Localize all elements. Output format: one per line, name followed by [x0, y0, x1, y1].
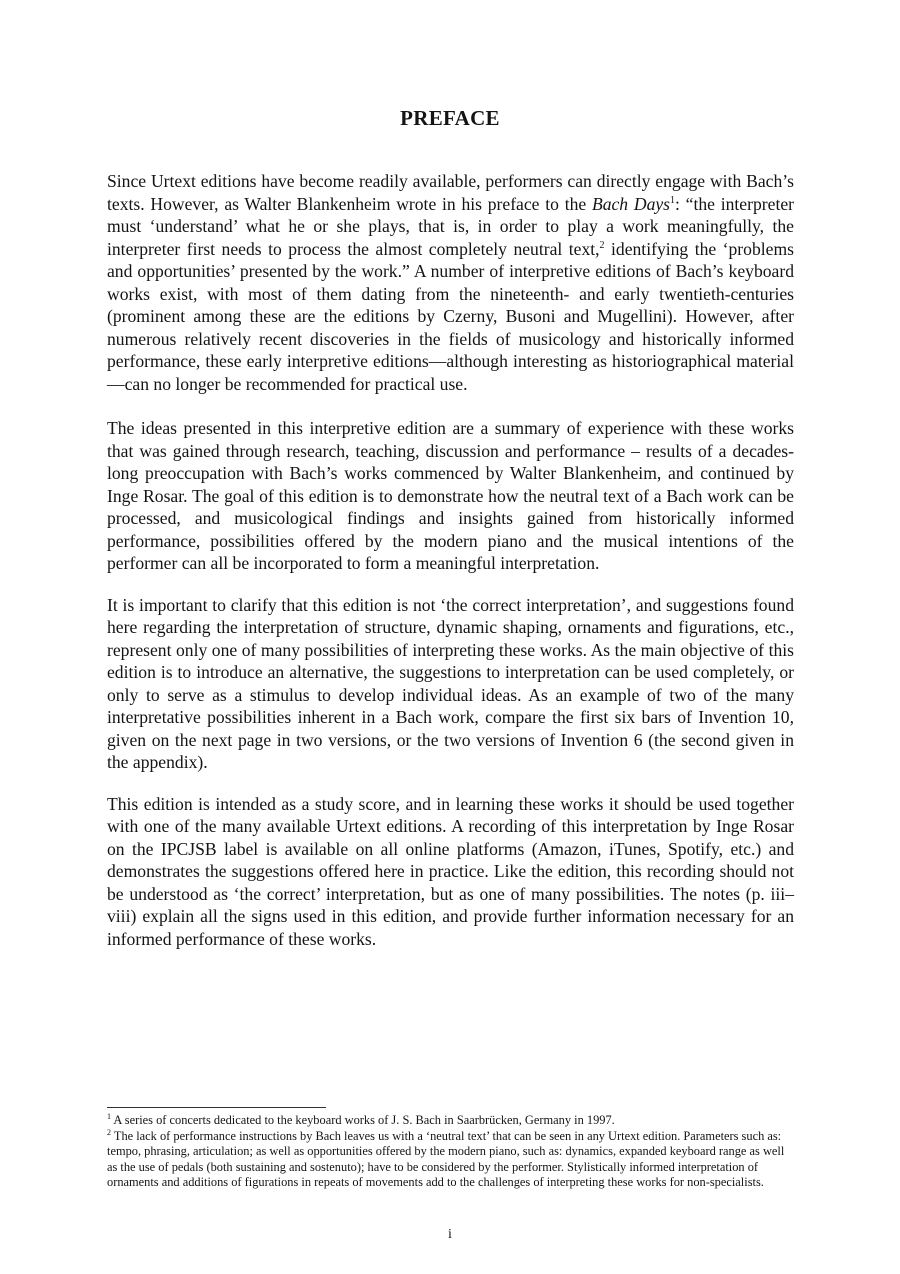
paragraph-1-part-b: : “the interpreter must ‘understand’ what he or she plays, that is, in order to play a work meaningfully, the interpreter first needs to process the almost completely neutral text, — [107, 193, 794, 259]
paragraph-1-part-c: identifying the ‘problems and opportunities’ presented by the work.” A number of interpretive editions of Bach’s keyboard works exist, with most of them dating from the nineteenth- and early twentieth-centuries (prominent among these are the editions by Czerny, Busoni and Mugellini). However, after numerous relatively recent discoveries in the fields of musicology and historically informed performance, these early interpretive editions—although interesting as historiographical material—can no longer be recommended for practical use. — [107, 238, 794, 394]
footnote-divider — [107, 1107, 326, 1108]
footnote-2 — [107, 1129, 794, 1191]
paragraph-3: It is important to clarify that this edition is not ‘the correct interpretation’, and suggestions found here regarding the interpretation of structure, dynamic shaping, ornaments and figurations, etc., represent only one of many possibilities of interpreting these works. As the main objective of this edition is to introduce an alternative, the suggestions to interpretation can be used completely, or only to serve as a stimulus to develop individual ideas. As an example of two of the many interpretative possibilities inherent in a Bach work, compare the first six bars of Invention 10, given on the next page in two versions, or the two versions of Invention 6 (the second given in the appendix). — [107, 594, 794, 772]
footnote-2-text: The lack of performance instructions by Bach leaves us with a ‘neutral text’ that can be seen in any Urtext edition. Parameters such as: tempo, phrasing, articulation; as well as opportunities offered by the modern piano, such as: dynamics, expanded keyboard range as well as the use of pedals (both sustaining and sostenuto); have to be considered by the performer. Stylistically informed interpretation of ornaments and additions of figurations in repeats of movements add to the challenges of interpreting these works for non-specialists. — [107, 1128, 785, 1190]
bach-days-title: Bach Days — [591, 193, 671, 214]
paragraph-2: The ideas presented in this interpretive edition are a summary of experience with these works that was gained through research, teaching, discussion and performance – results of a decades-long preoccupation with Bach’s works commenced by Walter Blankenheim, and continued by Inge Rosar. The goal of this edition is to demonstrate how the neutral text of a Bach work can be processed, and musicological findings and insights gained from historically informed performance, possibilities offered by the modern piano and the musical intentions of the performer can all be incorporated to form a meaningful interpretation. — [107, 418, 794, 573]
footnotes — [107, 1113, 794, 1191]
footnote-1-text: A series of concerts dedicated to the keyboard works of J. S. Bach in Saarbrücken, Germany in 1997. — [111, 1113, 615, 1127]
footnote-2-mark: 2 — [107, 1127, 111, 1137]
paragraph-4: This edition is intended as a study score, and in learning these works it should be used together with one of the many available Urtext editions. A recording of this interpretation by Inge Rosar on the IPCJSB label is available on all online platforms (Amazon, iTunes, Spotify, etc.) and demonstrates the suggestions offered here in practice. Like the edition, this recording should not be understood as ‘the correct’ interpretation, but as one of many possibilities. The notes (p. iii–viii) explain all the signs used in this edition, and provide further information necessary for an informed performance of these works. — [107, 793, 794, 949]
paragraph-1-part-a: Since Urtext editions have become readily available, performers can directly engage with Bach’s texts. However, as Walter Blankenheim wrote in his preface to the — [107, 171, 794, 214]
paragraph-1 — [107, 170, 794, 395]
page-number: i — [448, 1227, 452, 1242]
page-title: PREFACE — [400, 106, 500, 130]
footnote-1-mark: 1 — [107, 1111, 111, 1121]
footnote-ref-2[interactable]: 2 — [599, 239, 605, 251]
preface-body — [107, 170, 794, 969]
footnote-1 — [107, 1113, 794, 1129]
footnote-ref-1[interactable]: 1 — [670, 194, 676, 206]
